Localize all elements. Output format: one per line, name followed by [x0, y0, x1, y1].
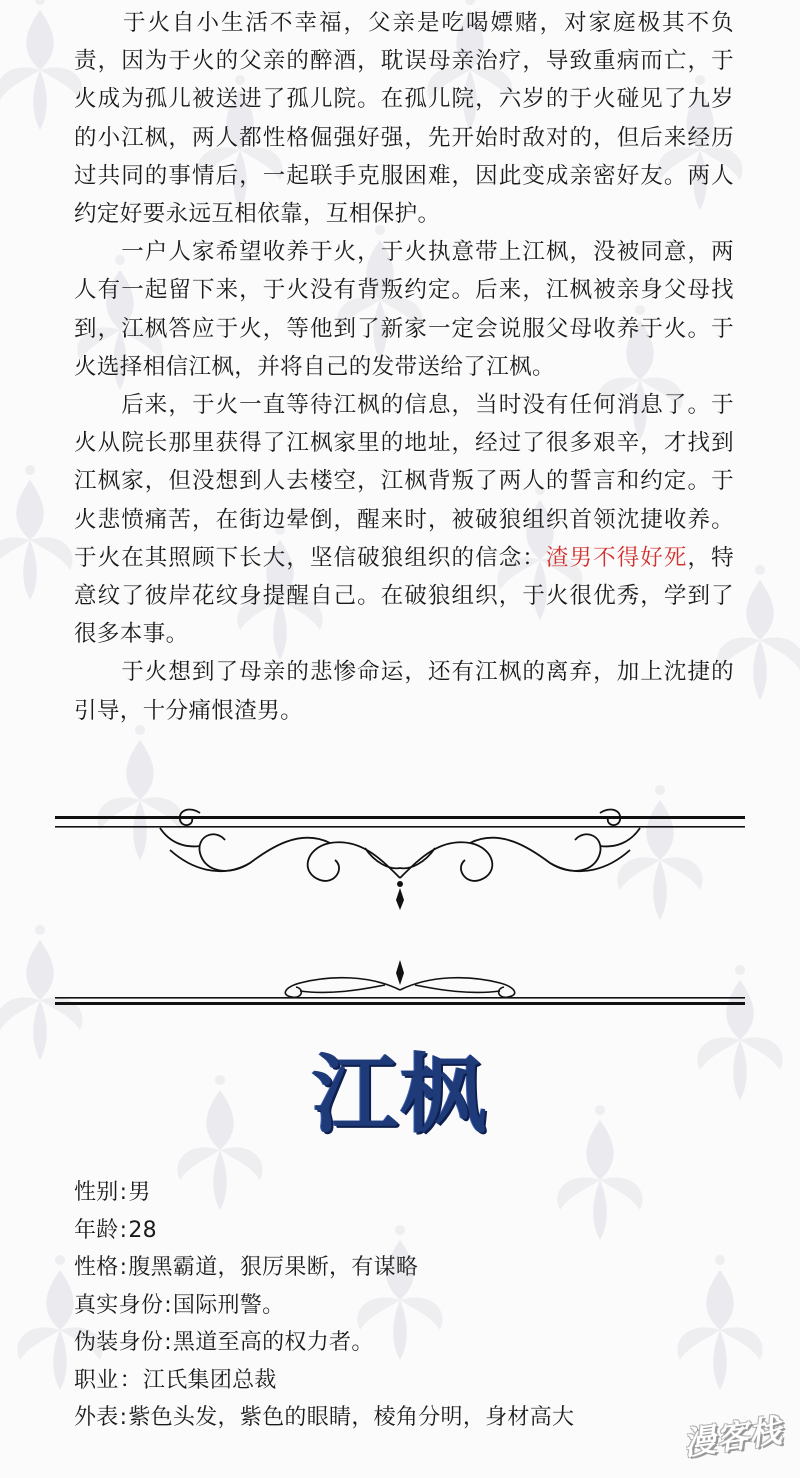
profile-separator: : [119, 1217, 128, 1243]
profile-separator: : [119, 1255, 128, 1280]
ornament-flourish-bottom [0, 955, 800, 1015]
profile-value: 紫色头发，紫色的眼睛，棱角分明，身材高大 [128, 1405, 575, 1430]
paragraph-text: 后来，于火一直等待江枫的信息，当时没有任何消息了。于火从院长那里获得了江枫家里的地址，经过了很多艰辛，才找到江枫家，但没想到人去楼空，江枫背叛了两人的誓言和约定。于火悲愤痛苦，在街边晕倒，醒来时，被破狼组织首领沈捷收养。于火在其照顾下长大，坚信破狼组织的信念： [74, 392, 734, 571]
profile-label: 真实身份 [74, 1292, 164, 1318]
manke-logo: 漫客栈 [681, 1411, 785, 1463]
story-paragraph [74, 4, 734, 233]
profile-row [74, 1249, 694, 1287]
profile-value: 男 [128, 1180, 151, 1205]
profile-row [74, 1399, 694, 1437]
story-section [74, 4, 734, 730]
profile-label: 伪装身份 [74, 1330, 164, 1355]
profile-value: 腹黑霸道，狠厉果断，有谋略 [128, 1255, 419, 1280]
profile-separator: : [164, 1330, 172, 1355]
profile-separator: : [119, 1180, 128, 1205]
profile-value: 28 [128, 1217, 157, 1243]
ornament-flourish-top [0, 788, 800, 918]
paragraph-text: 于火自小生活不幸福，父亲是吃喝嫖赌，对家庭极其不负责，因为于火的父亲的醉酒，耽误母亲治疗，导致重病而亡，于火成为孤儿被送进了孤儿院。在孤儿院，六岁的于火碰见了九岁的小江枫，两人都性格倔强好强，先开始时敌对的，但后来经历过共同的事情后，一起联手克服困难，因此变成亲密好友。两人约定好要永远互相依靠，互相保护。 [74, 10, 734, 228]
story-paragraph [74, 233, 734, 386]
profile-label: 外表 [74, 1405, 119, 1430]
profile-row [74, 1174, 694, 1212]
story-paragraph [74, 386, 734, 653]
character-profile [74, 1174, 694, 1437]
profile-label: 性格 [74, 1255, 119, 1280]
profile-row [74, 1287, 694, 1325]
profile-row [74, 1362, 694, 1400]
profile-value: 黑道至高的权力者。 [172, 1330, 374, 1355]
profile-row [74, 1324, 694, 1362]
story-paragraph [74, 653, 734, 729]
profile-separator: : [164, 1292, 172, 1318]
profile-value: 国际刑警。 [172, 1292, 285, 1318]
highlight-text: 渣男不得好死 [545, 544, 688, 571]
profile-separator: ： [119, 1367, 142, 1393]
character-name: 江枫 [312, 1044, 488, 1145]
profile-label: 年龄 [74, 1217, 119, 1243]
profile-separator: : [119, 1405, 128, 1430]
profile-value: 江氏集团总裁 [142, 1367, 277, 1393]
profile-row [74, 1212, 694, 1250]
profile-label: 性别 [74, 1180, 119, 1205]
paragraph-text: ，特意纹了彼岸花纹身提醒自己。在破狼组织，于火很优秀，学到了很多本事。 [74, 544, 734, 648]
profile-label: 职业 [74, 1367, 119, 1393]
paragraph-text: 一户人家希望收养于火，于火执意带上江枫，没被同意，两人有一起留下来，于火没有背叛约定。后来，江枫被亲身父母找到，江枫答应于火，等他到了新家一定会说服父母收养于火。于火选择相信江枫，并将自己的发带送给了江枫。 [74, 239, 734, 380]
paragraph-text: 于火想到了母亲的悲惨命运，还有江枫的离弃，加上沈捷的引导，十分痛恨渣男。 [74, 659, 734, 724]
